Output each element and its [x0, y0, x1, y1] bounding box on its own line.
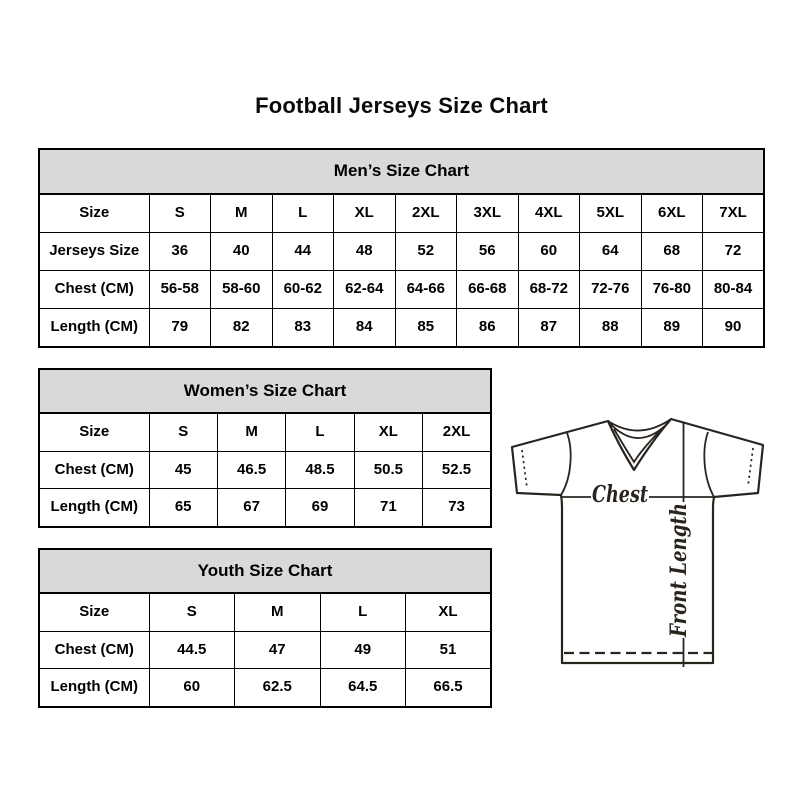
table-row [39, 270, 764, 308]
value-cell: M [235, 593, 321, 631]
value-cell: 69 [286, 489, 354, 527]
value-cell: 86 [457, 308, 519, 347]
value-cell: L [286, 413, 354, 451]
table-row [39, 593, 491, 631]
value-cell: 49 [320, 631, 406, 668]
value-cell: L [320, 593, 406, 631]
value-cell: 62.5 [235, 669, 321, 707]
table-row [39, 451, 491, 488]
value-cell: 44.5 [149, 631, 235, 668]
value-cell: 64 [580, 233, 642, 271]
table-row [39, 308, 764, 347]
value-cell: 73 [423, 489, 491, 527]
value-cell: 88 [580, 308, 642, 347]
page-title: Football Jerseys Size Chart [255, 93, 548, 118]
mens-size-chart-table [38, 148, 765, 348]
value-cell: 52.5 [423, 451, 491, 488]
cuff-stitch-left [522, 450, 527, 488]
womens-size-chart-table [38, 368, 492, 528]
value-cell: 66-68 [457, 270, 519, 308]
sleeve-seam-right [704, 432, 714, 497]
value-cell: 2XL [395, 194, 457, 233]
value-cell: 79 [149, 308, 211, 347]
value-cell: 50.5 [354, 451, 422, 488]
chest-label: Chest [592, 481, 649, 508]
value-cell: S [149, 593, 235, 631]
value-cell: 68 [641, 233, 703, 271]
value-cell: 87 [518, 308, 580, 347]
value-cell: 58-60 [211, 270, 273, 308]
value-cell: 67 [217, 489, 285, 527]
jersey-measurement-diagram [505, 405, 765, 675]
value-cell: 7XL [703, 194, 765, 233]
value-cell: 6XL [641, 194, 703, 233]
row-label-cell: Chest (CM) [39, 451, 149, 488]
value-cell: M [211, 194, 273, 233]
value-cell: 47 [235, 631, 321, 668]
table-row [39, 631, 491, 668]
table-row [39, 669, 491, 707]
womens-size-chart-table-title: Women’s Size Chart [39, 369, 491, 413]
value-cell: 45 [149, 451, 217, 488]
value-cell: XL [406, 593, 492, 631]
value-cell: 71 [354, 489, 422, 527]
value-cell: S [149, 413, 217, 451]
table-row [39, 233, 764, 271]
row-label-cell: Size [39, 194, 149, 233]
row-label-cell: Chest (CM) [39, 631, 149, 668]
value-cell: 68-72 [518, 270, 580, 308]
value-cell: 2XL [423, 413, 491, 451]
value-cell: 56 [457, 233, 519, 271]
value-cell: 84 [334, 308, 396, 347]
value-cell: 85 [395, 308, 457, 347]
value-cell: 64-66 [395, 270, 457, 308]
cuff-stitch-right [748, 448, 753, 486]
mens-size-chart-table-title: Men’s Size Chart [39, 149, 764, 194]
table-row [39, 489, 491, 527]
value-cell: 62-64 [334, 270, 396, 308]
value-cell: 4XL [518, 194, 580, 233]
value-cell: L [272, 194, 334, 233]
value-cell: 82 [211, 308, 273, 347]
table-row [39, 413, 491, 451]
value-cell: 72 [703, 233, 765, 271]
value-cell: 5XL [580, 194, 642, 233]
value-cell: 66.5 [406, 669, 492, 707]
value-cell: 60 [518, 233, 580, 271]
value-cell: 52 [395, 233, 457, 271]
value-cell: 46.5 [217, 451, 285, 488]
row-label-cell: Size [39, 413, 149, 451]
value-cell: XL [354, 413, 422, 451]
value-cell: 51 [406, 631, 492, 668]
value-cell: 89 [641, 308, 703, 347]
value-cell: S [149, 194, 211, 233]
value-cell: 60 [149, 669, 235, 707]
value-cell: 36 [149, 233, 211, 271]
value-cell: 48.5 [286, 451, 354, 488]
value-cell: 60-62 [272, 270, 334, 308]
table-row [39, 194, 764, 233]
value-cell: 3XL [457, 194, 519, 233]
value-cell: XL [334, 194, 396, 233]
row-label-cell: Length (CM) [39, 308, 149, 347]
value-cell: 65 [149, 489, 217, 527]
value-cell: 64.5 [320, 669, 406, 707]
youth-size-chart-table-title: Youth Size Chart [39, 549, 491, 593]
value-cell: M [217, 413, 285, 451]
value-cell: 76-80 [641, 270, 703, 308]
row-label-cell: Jerseys Size [39, 233, 149, 271]
value-cell: 48 [334, 233, 396, 271]
row-label-cell: Size [39, 593, 149, 631]
value-cell: 72-76 [580, 270, 642, 308]
value-cell: 83 [272, 308, 334, 347]
value-cell: 80-84 [703, 270, 765, 308]
youth-size-chart-table [38, 548, 492, 708]
front-length-label: Front Length [666, 474, 692, 637]
sleeve-seam-left [561, 433, 571, 495]
row-label-cell: Length (CM) [39, 669, 149, 707]
row-label-cell: Chest (CM) [39, 270, 149, 308]
value-cell: 44 [272, 233, 334, 271]
value-cell: 56-58 [149, 270, 211, 308]
value-cell: 90 [703, 308, 765, 347]
row-label-cell: Length (CM) [39, 489, 149, 527]
value-cell: 40 [211, 233, 273, 271]
